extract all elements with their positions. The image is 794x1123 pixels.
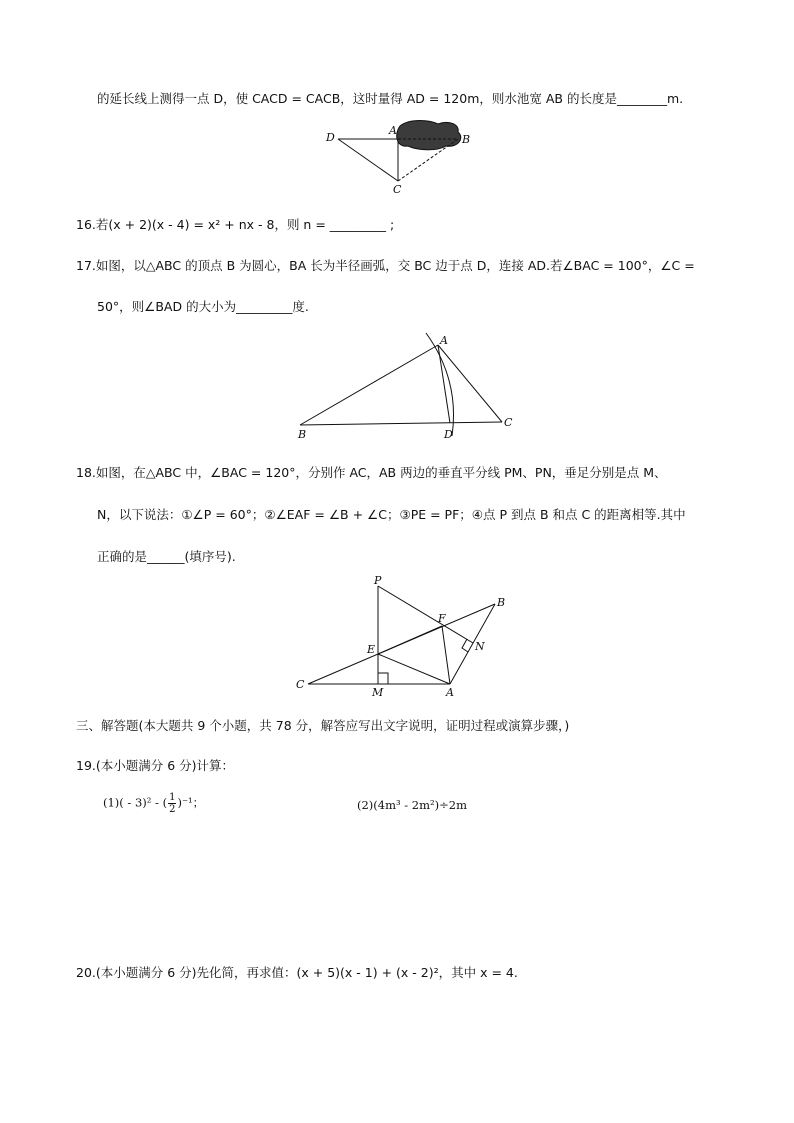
right-angle-M: [378, 673, 388, 684]
label-D: D: [444, 428, 453, 441]
q19-part1: [103, 792, 204, 815]
fraction-denominator: 2: [169, 804, 176, 815]
fraction: [168, 792, 176, 815]
q18-line2: N，以下说法：①∠P = 60°；②∠EAF = ∠B + ∠C；③PE = PF；④点 P 到点 B 和点 C 的距离相等.其中: [97, 507, 686, 522]
q18-figure: [290, 574, 520, 699]
q17-line2: 50°，则∠BAD 的大小为_________度.: [97, 299, 309, 314]
label-B: B: [298, 428, 307, 441]
label-D: D: [326, 131, 335, 144]
pond-shape: [397, 121, 461, 150]
label-C: C: [504, 416, 513, 429]
q19-part2: (2)(4m³ - 2m²)÷2m: [357, 798, 467, 812]
side-BA: [300, 345, 438, 425]
segment-EF: [378, 626, 442, 654]
label-P: P: [374, 574, 382, 587]
label-A: A: [440, 334, 448, 347]
q19-part1-suffix: )⁻¹；: [177, 795, 205, 810]
label-C: C: [393, 183, 402, 196]
label-C: C: [296, 678, 305, 691]
q16-text: 16.若(x + 2)(x - 4) = x² + nx - 8，则 n = _________ ;: [76, 217, 395, 232]
q15-figure: [320, 116, 490, 196]
segment-DC: [338, 139, 398, 181]
label-A: A: [389, 124, 397, 137]
label-F: F: [438, 612, 446, 625]
q19-part1-prefix: (1)( - 3)² - (: [103, 795, 168, 810]
section3-heading: 三、解答题(本大题共 9 个小题，共 78 分，解答应写出文字说明，证明过程或演算步骤，): [76, 718, 570, 733]
fraction-numerator: 1: [169, 792, 176, 803]
q17-line1: 17.如图，以△ABC 的顶点 B 为圆心，BA 长为半径画弧，交 BC 边于点 D，连接 AD.若∠BAC = 100°，∠C =: [76, 258, 695, 273]
label-N: N: [475, 640, 485, 653]
q18-line3: 正确的是______(填序号).: [97, 549, 236, 564]
label-E: E: [367, 643, 376, 656]
q18-line1: 18.如图，在△ABC 中，∠BAC = 120°，分别作 AC，AB 两边的垂直平分线 PM、PN，垂足分别是点 M、: [76, 465, 667, 480]
q19-heading: 19.(本小题满分 6 分)计算：: [76, 758, 235, 773]
segment-AF: [442, 626, 450, 684]
segment-AE: [378, 654, 450, 684]
label-B: B: [462, 133, 471, 146]
q17-figure: [290, 330, 530, 445]
side-BC: [300, 422, 502, 425]
label-A: A: [446, 686, 454, 699]
side-AB: [450, 604, 495, 684]
q20-text: 20.(本小题满分 6 分)先化简，再求值：(x + 5)(x - 1) + (x - 2)²，其中 x = 4.: [76, 965, 518, 980]
right-angle-N: [462, 639, 468, 652]
q15-text: 的延长线上测得一点 D，使 CACD = CACB，这时量得 AD = 120m，则水池宽 AB 的长度是________m.: [97, 91, 684, 106]
label-M: M: [372, 686, 384, 699]
label-B: B: [497, 596, 506, 609]
line-PN: [378, 586, 473, 643]
